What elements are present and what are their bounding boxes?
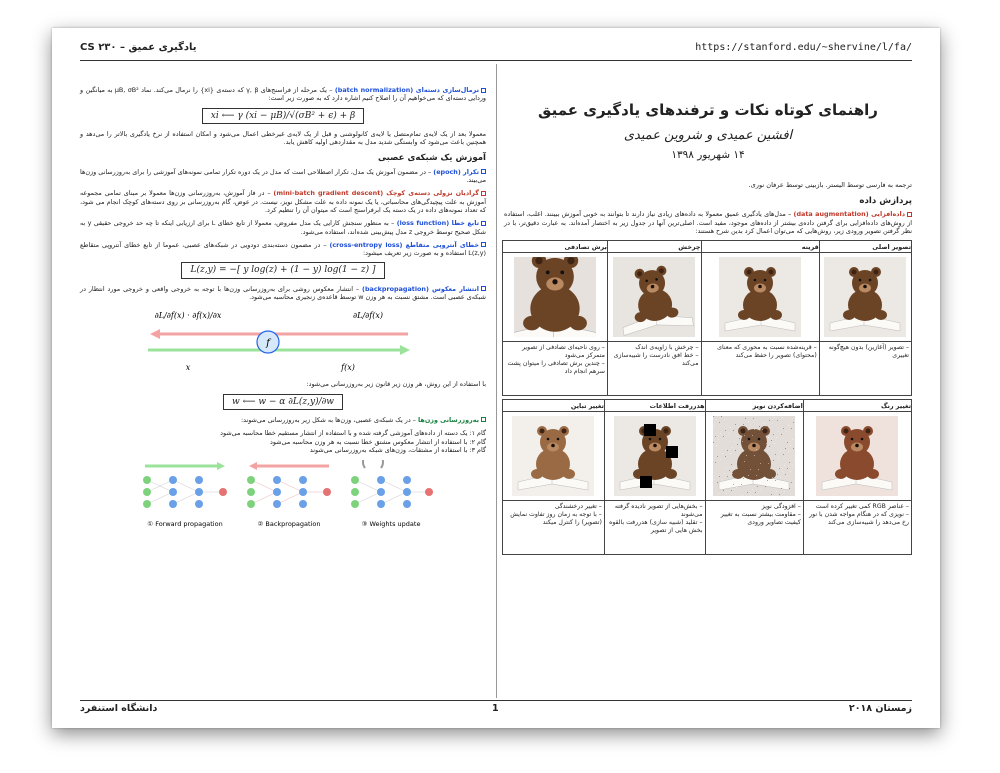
table-cell: – عناصر RGB کمی تغییر کرده است – نویزی که در هنگام مواجه شدن با نور رخ می‌دهد را شبیه‌سازی می‌کند [803,501,911,555]
backprop-diagram [138,306,428,378]
loss-paragraph [80,219,486,236]
table-header: تغییر تباین [503,400,605,412]
batch-norm-text: – یک مرحله از فراسنج‌های γ, β که دسته‌ی {xi} را نرمال می‌کند. نماد μB, σB² به میانگین و وردایی دسته‌ای که می‌خواهیم آن را اصلاح کنیم اشاره دارد که به صورت زیر است: [80,86,486,103]
bear-svg-rotation [613,257,695,337]
update-net [351,460,433,508]
input-x-label: x [185,363,191,373]
bear-image-flip [719,257,801,337]
backprop-label: ② Backpropagation [257,520,321,529]
data-augmentation-term: داده‌افزایی (data augmentation) [793,210,906,219]
weights-update-paragraph [80,416,486,424]
table-header: برش تصادفی [503,241,608,253]
output-fx-label: f(x) [341,363,355,373]
bear-svg-color-shift [816,416,898,496]
table-cell: – افزودگی نویز – مقاومت بیشتر نسبت به تغییر کیفیت تصاویر ورودی [705,501,803,555]
epoch-term: تکرار (epoch) [433,167,479,176]
bear-image-rotation [613,257,695,337]
bear-image-color-shift [816,416,898,496]
left-column [80,86,486,534]
update-steps-list [80,429,486,454]
table-cell: – تغییر درخشندگی – با توجه به زمان روز تفاوت نمایش (تصویر) را کنترل میکند [503,501,605,555]
footer-university: دانشگاه استنفرد [80,703,158,714]
bear-image-information-loss [614,416,696,496]
publish-date: ۱۴ شهریور ۱۳۹۸ [671,148,745,161]
image-row [503,412,912,501]
batch-norm-equation: xi ⟵ γ (xi − μB)/√(σB² + ϵ) + β [202,108,364,124]
cross-entropy-equation: L(z,y) = −[ y log(z) + (1 − y) log(1 − z) ] [181,262,384,278]
checkbox-icon [481,221,486,226]
checkbox-icon [481,169,486,174]
data-augmentation-paragraph [504,210,912,235]
image-row [503,253,912,342]
bear-image-crop [514,257,596,337]
minibatch-paragraph [80,189,486,214]
table-cell: – بخش‌هایی از تصویر نادیده گرفته می‌شوند – تقلید (شبیه سازی) هدررفت بالقوه بخش هایی از تصویر [604,501,705,555]
header-url[interactable]: https://stanford.edu/~shervine/l/fa/ [695,42,912,53]
update-step-1: گام ۱: یک دسته از داده‌های آموزشی گرفته شده و با استفاده از انتشار مستقیم خطا محاسبه می‌شود [220,429,486,438]
backprop-term: انتشار معکوس (backpropagation) [362,284,479,293]
cross-entropy-paragraph [80,241,486,258]
bear-svg-crop [514,257,596,337]
forward-net [143,462,227,508]
bear-image-original [824,257,906,337]
backward-arrowhead [150,329,160,339]
header-course: CS ۲۳۰ – یادگیری عمیق [80,42,197,53]
table-cell: – قرینه‌شده نسبت به محوری که معنای (محتوای) تصویر را حفظ می‌کند [701,342,819,396]
epoch-text: – در مضمون آموزش یک مدل، تکرار اصطلاحی است که مدل در یک دوره تکرار تمامی نمونه‌های آموزشی را برای به‌روزرسانی وزن‌ها می‌بیند. [80,167,486,185]
table-header: هدررفت اطلاعات [604,400,705,412]
loss-term: تابع خطا (loss function) [396,219,479,228]
column-divider [496,64,497,698]
batch-norm-paragraph [80,86,486,103]
backprop-label-right: ∂L/∂f(x) [353,311,383,321]
header-rule [80,60,912,61]
update-step-2: گام ۲: با استفاده از انتشار معکوس مشتق خطا نسبت به هر وزن محاسبه می‌شود [270,437,486,446]
table-header: اضافه‌کردن نویز [705,400,803,412]
backprop-paragraph [80,285,486,302]
section-training: آموزش یک شبکه‌ی عصبی [377,153,486,164]
loss-text: – به منظور سنجش کارایی یک مدل مفروض، معمولا از تابع خطای L برای ارزیابی اینکه تا چه حد خروجی حقیقی y به شکل صحیح توسط خروجی z مدل پیش‌بینی شده‌اند، استفاده می‌شود. [80,219,486,236]
bear-svg-original [824,257,906,337]
bear-svg-contrast [512,416,594,496]
checkbox-icon [907,212,912,217]
update-rule-text: با استفاده از این روش، هر وزن زیر قانون زیر به‌روزرسانی می‌شود: [306,380,486,389]
backprop-text: – انتشار معکوس روشی برای به‌روزرسانی وزن‌ها با توجه به خروجی واقعی و خروجی مورد انتظار در شبکه‌ی عصبی است. مشتق نسبت به هر وزن w توسط قاعده‌ی زنجیری محاسبه می‌شود. [80,284,486,302]
translation-credit: ترجمه به فارسی توسط الیستر. بازبینی توسط عرفان نوری. [748,180,912,189]
backprop-label-left: ∂L/∂f(x) · ∂f(x)/∂x [154,311,222,321]
table-cell: – تصویر (آغازین) بدون هیچ‌گونه تغییری [819,342,911,396]
cross-entropy-text: – در مضمون دسته‌بندی دودویی در شبکه‌های عصبی، عموما از تابع خطای آنتروپی متقاطع L(z,y) استفاده و به صورت زیر تعریف میشود: [80,240,486,258]
function-node-label: f [266,338,270,350]
right-column [504,86,912,555]
bear-svg-noise [713,416,795,496]
page-number: 1 [492,703,499,714]
epoch-paragraph [80,168,486,185]
document-page [52,28,940,728]
augmentation-table-2 [502,399,912,555]
bear-svg-information-loss [614,416,696,496]
augmentation-table-1 [502,240,912,396]
page-title: راهنمای کوتاه نکات و ترفندهای یادگیری عمیق [538,101,878,119]
footer-rule [80,700,912,701]
section-data-processing: پردازش داده [859,196,912,207]
update-label: ③ Weights update [361,520,421,529]
training-steps-diagram [133,460,433,534]
backward-net [247,462,331,508]
bear-image-noise [713,416,795,496]
table-header: تغییر رنگ [803,400,911,412]
page-header [80,42,912,56]
minibatch-text: – در فاز آموزش، به‌روزرسانی وزن‌ها معمولا بر مبنای تمامی مجموعه آموزش به علت پیچیدگی‌های محاسباتی، یا یک نمونه داده به علت مشکل نویز، نیست. در عوض، گام به‌روزرسانی بر روی دسته‌های کوچک انجام می شود، که تعداد نمونه‌های داده در یک دسته یک ابرفراسنج است که میتوان آن را تنظیم کرد. [80,189,486,214]
minibatch-term: گرادیان نزولی دسته‌ی کوچک (mini-batch gradient descent) [273,189,479,198]
footer-season: زمستان ۲۰۱۸ [848,703,912,714]
table-cell: – چرخش با زاویه‌ی اندک – خط افق نادرست را شبیه‌سازی می‌کند [607,342,701,396]
checkbox-icon [481,88,486,93]
authors-signature: افشین عمیدی و شروین عمیدی [623,128,793,144]
batch-norm-note: معمولا بعد از یک لایه‌ی تمام‌متصل یا لایه‌ی کانولوشنی و قبل از یک لایه‌ی غیرخطی اعمال می‌شود و امکان استفاده از نرخ یادگیری بالاتر را می‌دهد و همچنین باعث می‌شود که وابستگی شدید مدل به مقداردهی اولیه کاهش یابد. [80,129,486,147]
batch-norm-term: نرمال‌سازی دسته‌ای (batch normalization) [334,86,479,94]
bear-image-contrast [512,416,594,496]
cross-entropy-term: خطای آنتروپی متقاطع (cross-entropy loss) [329,240,479,249]
checkbox-icon [481,417,486,422]
forward-label: ① Forward propagation [147,520,223,529]
data-augmentation-text: – مدل‌های یادگیری عمیق معمولا به داده‌های زیادی نیاز دارند تا بتوانند به خوبی آموزش ببینند. اغلب، استفاده از روش‌های داده‌افزایی برای گرفتن داده‌ی بیشتر از داده‌های موجود، مفید است. اصلی‌ترین آنها در جدول زیر به اختصار آمده‌اند. به عبارت دقیق‌تر، با در نظر گرفتن تصویر ورودی زیر، روش‌هایی که می‌توان اعمال کرد بدین شرح هستند: [504,210,912,236]
checkbox-icon [481,242,486,247]
table-header: قرینه [701,241,819,253]
table-header: چرخش [607,241,701,253]
weights-update-term: به‌روزرسانی وزن‌ها [418,415,479,424]
checkbox-icon [481,191,486,196]
weights-update-text: – در یک شبکه‌ی عصبی، وزن‌ها به شکل زیر به‌روزرسانی می‌شوند: [240,415,418,424]
forward-arrowhead [400,345,410,355]
table-cell: – روی ناحیه‌ای تصادفی از تصویر متمرکز می‌شود – چندین برش تصادفی را میتوان پشت سرهم انجام داد [503,342,608,396]
table-header: تصویر اصلی [819,241,911,253]
bear-svg-flip [719,257,801,337]
checkbox-icon [481,286,486,291]
update-rule-equation: w ⟵ w − α ∂L(z,y)/∂w [223,394,343,410]
update-step-3: گام ۳: با استفاده از مشتقات، وزن‌های شبکه به‌روزرسانی می‌شوند [309,445,486,454]
